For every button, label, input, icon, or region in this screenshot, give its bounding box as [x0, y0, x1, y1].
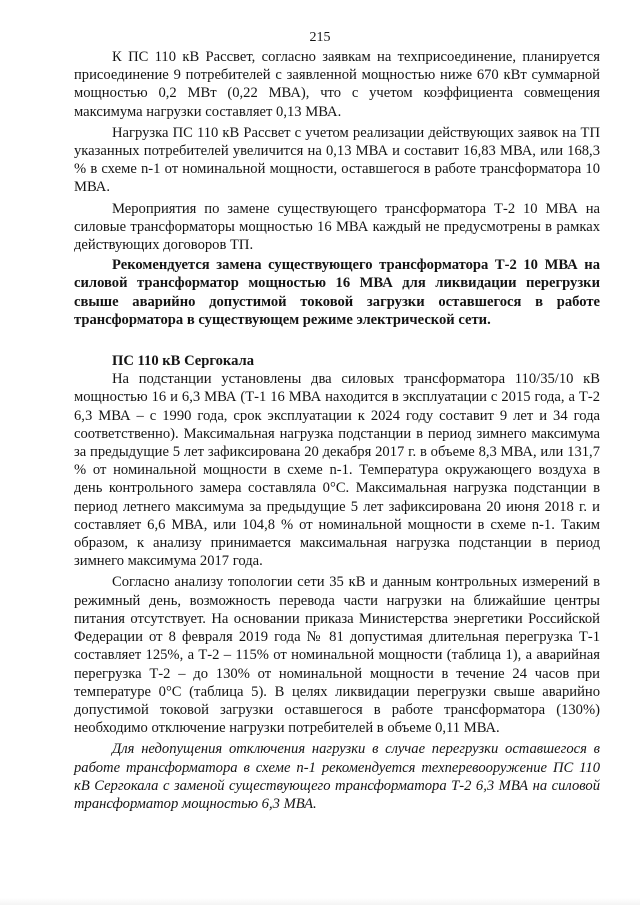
document-body: [74, 48, 600, 813]
paragraph-sergokala-recommendation: Для недопущения отключения нагрузки в случае перегрузки оставшегося в работе трансформатора в схеме n-1 рекомендуется техперевооружение ПС 110 кВ Сергокала с заменой существующего трансформатора Т-2 6,3 МВА на силовой трансформатор мощностью 6,3 МВА.: [74, 741, 600, 812]
paragraph-sergokala-analysis: Согласно анализу топологии сети 35 кВ и данным контрольных измерений в режимный день, возможность перевода части нагрузки на ближайшие центры питания отсутствует. На основании приказа Министерства энергетики Российской Федерации от 8 февраля 2019 года № 81 допустимая длительная перегрузка Т-1 составляет 125%, а Т-2 – 115% от номинальной мощности (таблица 1), а аварийная перегрузка Т-2 – до 130% от номинальной мощности в течение 24 часов при температуре 0°С (таблица 5). В целях ликвидации перегрузки свыше аварийно допустимой токовой загрузки оставшегося в работе трансформатора (130%) необходимо отключение нагрузки потребителей в объеме 0,11 МВА.: [74, 574, 600, 737]
paragraph-rassvet-connections: К ПС 110 кВ Рассвет, согласно заявкам на техприсоединение, планируется присоединение 9 потребителей с заявленной мощностью ниже 670 кВт суммарной мощностью 0,2 МВт (0,22 МВА), что с учетом коэффициента совмещения максимума нагрузки составляет 0,13 МВА.: [74, 49, 600, 120]
section-heading-sergokala: ПС 110 кВ Сергокала: [112, 353, 255, 370]
scan-edge: [0, 898, 640, 905]
paragraph-rassvet-recommendation: Рекомендуется замена существующего трансформатора Т-2 10 МВА на силовой трансформатор мощностью 16 МВА для ликвидации перегрузки свыше аварийно допустимой токовой загрузки оставшегося в работе трансформатора в существующем режиме электрической сети.: [74, 257, 600, 328]
paragraph-rassvet-load: Нагрузка ПС 110 кВ Рассвет с учетом реализации действующих заявок на ТП указанных потребителей увеличится на 0,13 МВА и составит 16,83 МВА, или 168,3 % в схеме n-1 от номинальной мощности, оставшегося в работе трансформатора 10 МВА.: [74, 124, 600, 196]
paragraph-sergokala-substation: На подстанции установлены два силовых трансформатора 110/35/10 кВ мощностью 16 и 6,3 МВА (Т-1 16 МВА находится в эксплуатации с 2015 года, а Т-2 6,3 МВА – с 1990 года, срок эксплуатации к 2024 году составит 9 лет и 34 года соответственно). Максимальная нагрузка подстанции в период зимнего максимума за предыдущие 5 лет зафиксирована 20 декабря 2017 г. в объеме 8,3 МВА, или 131,7 % от номинальной мощности в схеме n-1. Температура окружающего воздуха в день контрольного замера составляла 0°С. Максимальная нагрузка подстанции в период летнего максимума за предыдущие 5 лет зафиксирована 20 июня 2018 г. и составляет 6,6 МВА, или 104,8 % от номинальной мощности в схеме n-1. Таким образом, к анализу принимается максимальная нагрузка подстанции в период зимнего максимума 2017 года.: [74, 371, 600, 570]
page-number: 215: [309, 30, 331, 45]
paragraph-rassvet-measures: Мероприятия по замене существующего трансформатора Т-2 10 МВА на силовые трансформаторы мощностью 16 МВА каждый не предусмотрены в рамках действующих договоров ТП.: [74, 200, 600, 254]
